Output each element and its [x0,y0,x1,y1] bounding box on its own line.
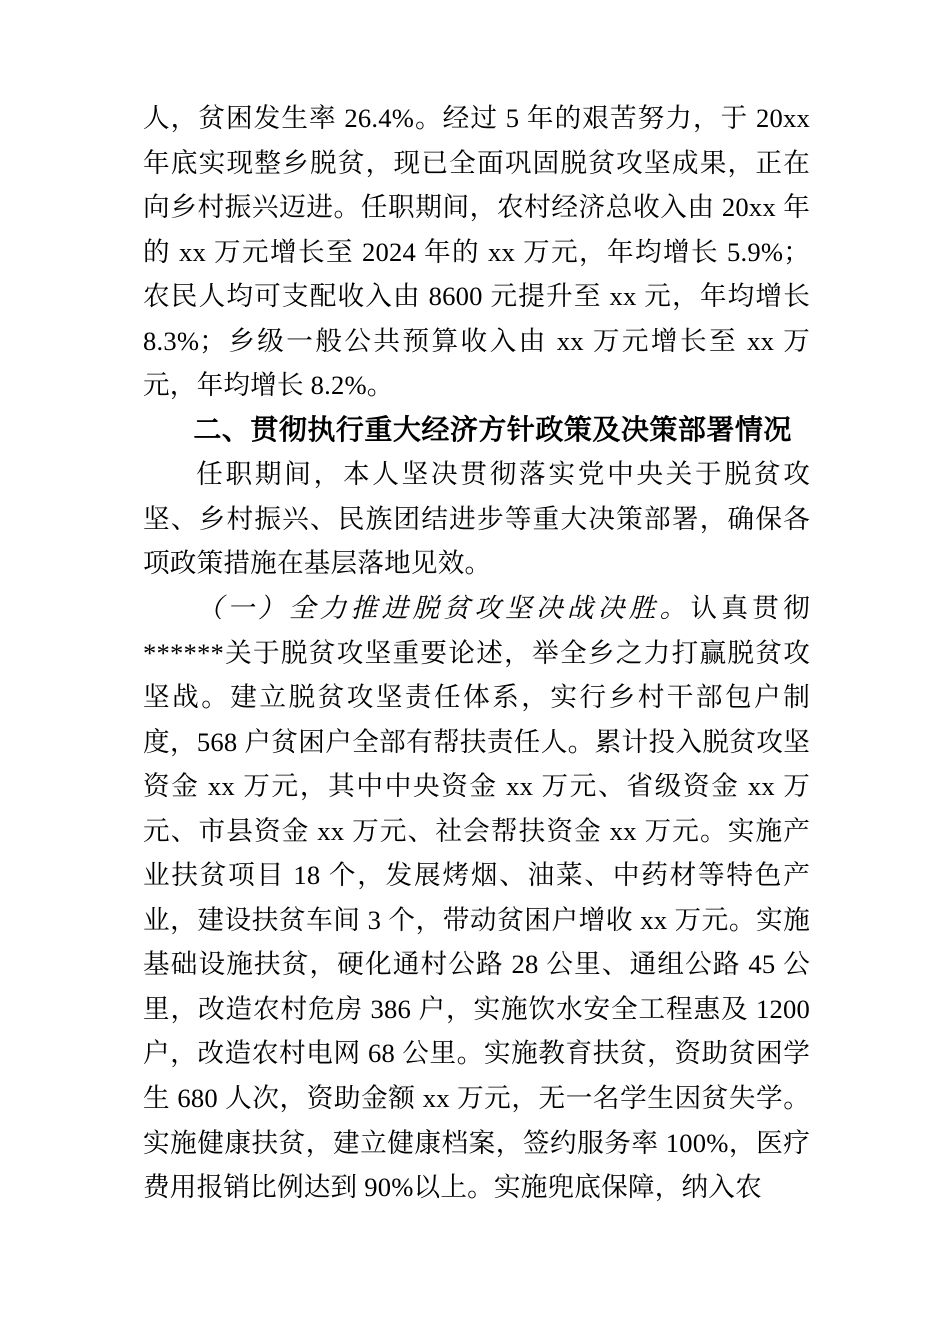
document-body [143,96,810,1210]
paragraph-continuation: 人，贫困发生率 26.4%。经过 5 年的艰苦努力，于 20xx 年底实现整乡脱贫，现已全面巩固脱贫攻坚成果，正在向乡村振兴迈进。任职期间，农村经济总收入由 20xx 年的 xx 万元增长至 2024 年的 xx 万元，年均增长 5.9%；农民人均可支配收入由 8600 元提升至 xx 元，年均增长 8.3%；乡级一般公共预算收入由 xx 万元增长至 xx 万元，年均增长 8.2%。 [143,103,810,401]
paragraph [143,586,810,1210]
paragraph: 任职期间，本人坚决贯彻落实党中央关于脱贫攻坚、乡村振兴、民族团结进步等重大决策部署，确保各项政策措施在基层落地见效。 [143,459,810,579]
section-heading: 二、贯彻执行重大经济方针政策及决策部署情况 [193,413,792,445]
paragraph-text: 认真贯彻******关于脱贫攻坚重要论述，举全乡之力打赢脱贫攻坚战。建立脱贫攻坚责任体系，实行乡村干部包户制度，568 户贫困户全部有帮扶责任人。累计投入脱贫攻坚资金 xx 万元，其中中央资金 xx 万元、省级资金 xx 万元、市县资金 xx 万元、社会帮扶资金 xx 万元。实施产业扶贫项目 18 个，发展烤烟、油菜、中药材等特色产业，建设扶贫车间 3 个，带动贫困户增收 xx 万元。实施基础设施扶贫，硬化通村公路 28 公里、通组公路 45 公里，改造农村危房 386 户，实施饮水安全工程惠及 1200 户，改造农村电网 68 公里。实施教育扶贫，资助贫困学生 680 人次，资助金额 xx 万元，无一名学生因贫失学。实施健康扶贫，建立健康档案，签约服务率 100%，医疗费用报销比例达到 90%以上。实施兜底保障，纳入农 [143,593,810,1203]
subsection-lead: （一）全力推进脱贫攻坚决战决胜。 [196,593,691,624]
